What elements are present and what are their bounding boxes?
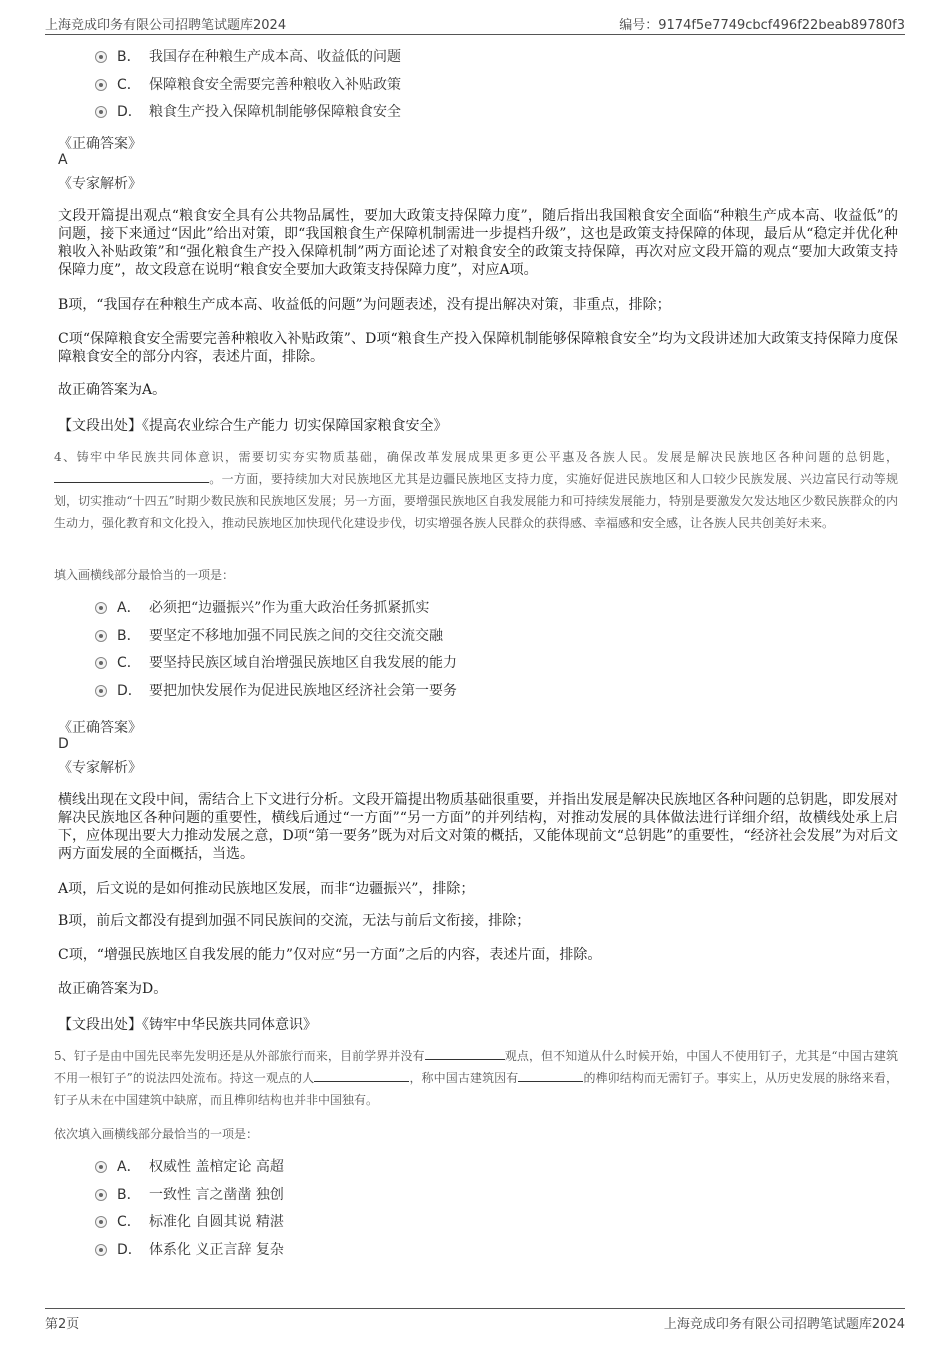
footer-title: 上海竞成印务有限公司招聘笔试题库2024 <box>663 1317 905 1332</box>
radio-icon[interactable] <box>95 1244 107 1256</box>
answer-blank <box>425 1047 505 1060</box>
q4-stem: 4、铸牢中华民族共同体意识，需要切实夯实物质基础，确保改革发展成果更多更公平惠及各族人民。发展是解决民族地区各种问题的总钥匙，。一方面，要持续加大对民族地区尤其是边疆民族地区支持力度，实施好促进民族地区和人口较少民族发展、兴边富民行动等规划，切实推动“十四五”时期少数民族和民族地区发展；另一方面，要增强民族地区自我发展能力和可持续发展能力，特别是要激发欠发达地区少数民族群众的内生动力，强化教育和文化投入，推动民族地区加快现代化建设步伐，切实增强各族人民群众的获得感、幸福感和安全感，让各族人民共创美好未来。 <box>54 450 898 530</box>
q3-analysis-label: 《专家解析》 <box>58 176 142 192</box>
q4-analysis-para: 故正确答案为D。 <box>58 981 168 997</box>
radio-icon[interactable] <box>95 106 107 118</box>
q5-stem: 5、钉子是由中国先民率先发明还是从外部旅行而来，目前学界并没有 观点，但不知道从什么时候开始，中国人不使用钉子，尤其是“中国古建筑不用一根钉子”的说法四处流布。持这一观点的人 ，称中国古建筑因有 的榫卯结构而无需钉子。事实上，从历史发展的脉络来看，钉子从未在中国建筑中缺席，而且榫卯结构也并非中国独有。 <box>54 1049 899 1107</box>
q3-analysis-para: B项，“我国存在种粮生产成本高、收益低的问题”为问题表述，没有提出解决对策，非重点，排除； <box>58 297 671 313</box>
page-header <box>45 12 905 35</box>
q3-answer-label: 《正确答案》 <box>58 136 142 152</box>
page-number: 第2页 <box>45 1317 80 1332</box>
q4-analysis-label: 《专家解析》 <box>58 760 142 776</box>
q4-analysis-para: A项，后文说的是如何推动民族地区发展，而非“边疆振兴”，排除； <box>58 881 475 897</box>
radio-icon[interactable] <box>95 685 107 697</box>
q3-analysis-para: 故正确答案为A。 <box>58 382 167 398</box>
radio-icon[interactable] <box>95 79 107 91</box>
radio-icon[interactable] <box>95 51 107 63</box>
answer-blank <box>518 1069 583 1082</box>
q3-analysis-para: C项“保障粮食安全需要完善种粮收入补贴政策”、D项“粮食生产投入保障机制能够保障粮食安全”均为文段讲述加大政策支持保障力度保障粮食安全的部分内容，表述片面，排除。 <box>58 331 898 365</box>
q4-answer: D <box>58 736 69 752</box>
radio-icon[interactable] <box>95 602 107 614</box>
q5-prompt: 依次填入画横线部分最恰当的一项是： <box>54 1127 259 1141</box>
q3-analysis-para: 文段开篇提出观点“粮食安全具有公共物品属性，要加大政策支持保障力度”，随后指出我国粮食安全面临“种粮生产成本高、收益低”的问题，接下来通过“因此”给出对策，即“我国粮食生产保障机制需进一步提档升级”，这也是政策支持保障的体现，最后从“稳定并优化种粮收入补贴政策”和“强化粮食生产投入保障机制”两方面论述了对粮食安全的政策支持保障，再次对应文段开篇的观点“要加大政策支持保障力度”，故文段意在说明“粮食安全要加大政策支持保障力度”，对应A项。 <box>58 208 898 278</box>
header-doc-id: 编号：9174f5e7749cbcf496f22beab89780f3 <box>619 18 905 33</box>
radio-icon[interactable] <box>95 1161 107 1173</box>
radio-icon[interactable] <box>95 1189 107 1201</box>
answer-blank <box>314 1069 409 1082</box>
answer-blank <box>54 470 209 483</box>
q3-answer: A <box>58 152 68 168</box>
header-title: 上海竞成印务有限公司招聘笔试题库2024 <box>45 18 287 33</box>
q4-answer-label: 《正确答案》 <box>58 720 142 736</box>
radio-icon[interactable] <box>95 630 107 642</box>
radio-icon[interactable] <box>95 657 107 669</box>
q4-analysis-para: 横线出现在文段中间，需结合上下文进行分析。文段开篇提出物质基础很重要，并指出发展是解决民族地区各种问题的总钥匙，即发展对解决民族地区各种问题的重要性，横线后通过“一方面”“另一方面”的并列结构，对推动发展的具体做法进行详细介绍，故横线处承上启下，应体现出要大力推动发展之意，D项“第一要务”既为对后文对策的概括，又能体现前文“总钥匙”的重要性，“经济社会发展”为对后文两方面发展的全面概括，当选。 <box>58 792 898 862</box>
q4-prompt: 填入画横线部分最恰当的一项是： <box>54 568 235 582</box>
radio-icon[interactable] <box>95 1216 107 1228</box>
q3-source: 【文段出处】《提高农业综合生产能力 切实保障国家粮食安全》 <box>58 418 448 434</box>
page-footer <box>45 1308 905 1331</box>
q4-analysis-para: C项，“增强民族地区自我发展的能力”仅对应“另一方面”之后的内容，表述片面，排除。 <box>58 947 602 963</box>
q4-analysis-para: B项，前后文都没有提到加强不同民族间的交流，无法与前后文衔接，排除； <box>58 913 531 929</box>
q4-source: 【文段出处】《铸牢中华民族共同体意识》 <box>58 1017 317 1033</box>
